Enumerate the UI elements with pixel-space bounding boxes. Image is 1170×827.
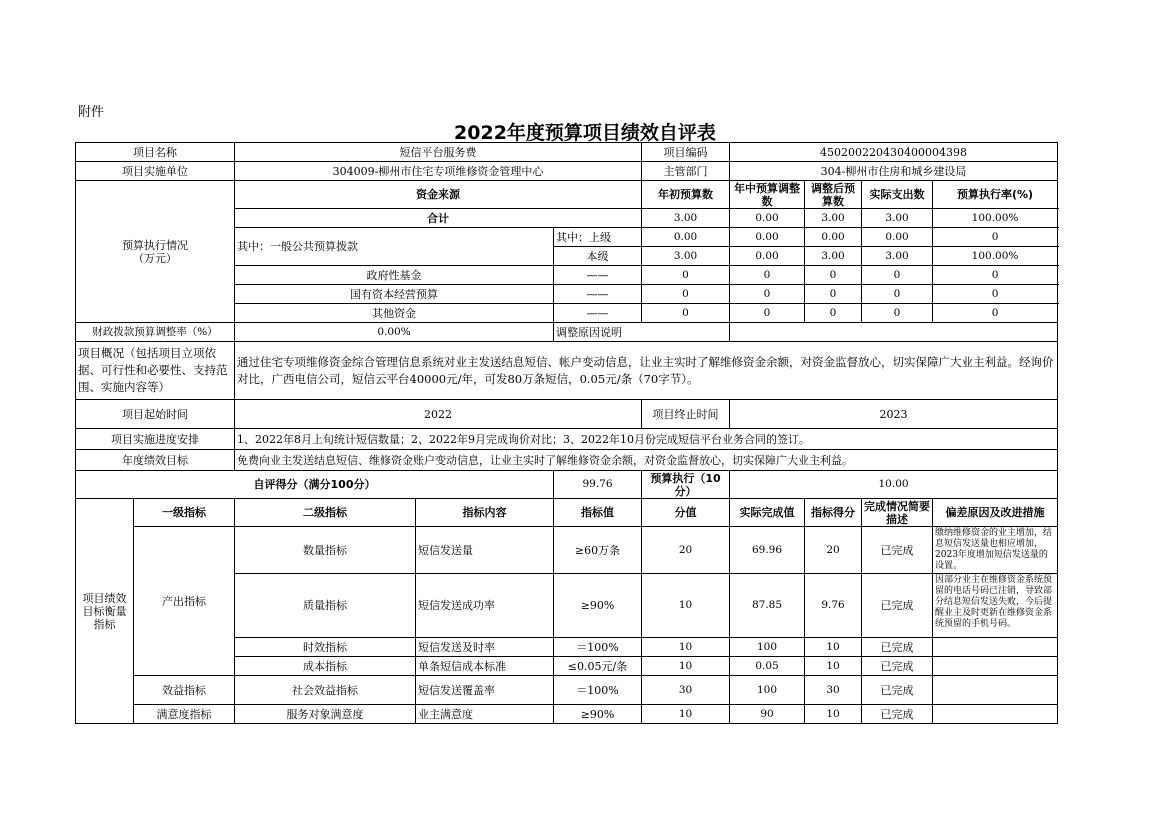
header-source: 资金来源: [235, 181, 642, 209]
weight-cell: 10: [642, 705, 730, 724]
target-cell: ≤0.05元/条: [554, 657, 642, 676]
content-cell: 短信发送量: [416, 527, 554, 574]
table-row: [76, 676, 1058, 705]
actual-cell: 100: [730, 676, 805, 705]
fund-sub: ——: [554, 266, 642, 285]
fund-actual: 0: [862, 266, 933, 285]
target-cell: ≥90%: [554, 574, 642, 638]
header-weight: 分值: [642, 499, 730, 527]
score-cell: 20: [805, 527, 862, 574]
header-reason: 偏差原因及改进措施: [933, 499, 1058, 527]
content-cell: 短信发送及时率: [416, 638, 554, 657]
header-desc: 完成情况简要描述: [862, 499, 933, 527]
fund-label: 政府性基金: [235, 266, 554, 285]
local-adjusted: 3.00: [805, 247, 862, 266]
target-cell: ＝100%: [554, 638, 642, 657]
goal-label: 年度绩效目标: [76, 450, 235, 471]
weight-cell: 20: [642, 527, 730, 574]
score-cell: 9.76: [805, 574, 862, 638]
level2-cell: 社会效益指标: [235, 676, 416, 705]
project-name: 短信平台服务费: [235, 143, 642, 162]
adjust-value: 0.00%: [235, 323, 554, 342]
content-cell: 单条短信成本标准: [416, 657, 554, 676]
table-row: [76, 527, 1058, 574]
actual-cell: 69.96: [730, 527, 805, 574]
reason-cell: [933, 705, 1058, 724]
state-capital-initial: 0: [642, 285, 730, 304]
header-level1: 一级指标: [134, 499, 235, 527]
header-level2: 二级指标: [235, 499, 416, 527]
fund-rate: 0: [933, 266, 1058, 285]
desc-cell: 已完成: [862, 527, 933, 574]
score-cell: 10: [805, 638, 862, 657]
overview-row: [76, 342, 1058, 400]
actual-cell: 0.05: [730, 657, 805, 676]
content-cell: 短信发送覆盖率: [416, 676, 554, 705]
header-score: 指标得分: [805, 499, 862, 527]
content-cell: 短信发送成功率: [416, 574, 554, 638]
other-funds-sub: ——: [554, 304, 642, 323]
page-title: 2022年度预算项目绩效自评表: [454, 122, 716, 144]
performance-table: [75, 142, 1058, 724]
total-adjusted: 3.00: [805, 209, 862, 228]
state-capital-sub: ——: [554, 285, 642, 304]
actual-cell: 100: [730, 638, 805, 657]
actual-cell: 90: [730, 705, 805, 724]
header-rate: 预算执行率(%): [933, 181, 1058, 209]
reason-label: 调整原因说明: [554, 323, 730, 342]
other-funds-label: 其他资金: [235, 304, 554, 323]
overview-text: 通过住宅专项维修资金综合管理信息系统对业主发送结息短信、帐户变动信息，让业主实时了解维修资金余额，对资金监督放心，切实保障广大业主利益。经询价对比，广西电信公司，短信云平台40000元/年，可发80万条短信，0.05元/条（70字节）。: [235, 342, 1058, 400]
adjust-row: [76, 323, 1058, 342]
budget-header-row: [76, 181, 1058, 209]
start-value: 2022: [235, 400, 642, 429]
state-capital-label: 国有资本经营预算: [235, 285, 554, 304]
score-value: 99.76: [554, 471, 642, 499]
state-capital-rate: 0: [933, 285, 1058, 304]
goal-text: 免费向业主发送结息短信、维修资金账户变动信息，让业主实时了解维修资金余额，对资金监督放心，切实保障广大业主利益。: [235, 450, 1058, 471]
content-cell: 业主满意度: [416, 705, 554, 724]
target-cell: ≥60万条: [554, 527, 642, 574]
weight-cell: 30: [642, 676, 730, 705]
benefit-indicator-label: 效益指标: [134, 676, 235, 705]
project-code: 450200220430400004398: [730, 143, 1058, 162]
level2-cell: 质量指标: [235, 574, 416, 638]
total-initial: 3.00: [642, 209, 730, 228]
budget-section-label: 预算执行情况 （万元）: [76, 181, 235, 323]
table-row: [76, 705, 1058, 724]
local-label: 本级: [554, 247, 642, 266]
header-adjusted: 调整后预算数: [805, 181, 862, 209]
desc-cell: 已完成: [862, 705, 933, 724]
weight-cell: 10: [642, 574, 730, 638]
header-actual-value: 实际完成值: [730, 499, 805, 527]
overview-label: 项目概况（包括项目立项依据、可行性和必要性、支持范围、实施内容等）: [76, 342, 235, 400]
supervising-dept: 304-柳州市住房和城乡建设局: [730, 162, 1058, 181]
total-rate: 100.00%: [933, 209, 1058, 228]
state-capital-mid: 0: [730, 285, 805, 304]
satisfaction-indicator-label: 满意度指标: [134, 705, 235, 724]
reason-cell: [933, 638, 1058, 657]
level2-cell: 成本指标: [235, 657, 416, 676]
upper-actual: 0.00: [862, 228, 933, 247]
upper-label: 其中：上级: [554, 228, 642, 247]
dept-label: 主管部门: [642, 162, 730, 181]
adjust-label: 财政拨款预算调整率（%）: [76, 323, 235, 342]
target-cell: ＝100%: [554, 676, 642, 705]
total-actual: 3.00: [862, 209, 933, 228]
upper-rate: 0: [933, 228, 1058, 247]
weight-cell: 10: [642, 638, 730, 657]
score-cell: 10: [805, 705, 862, 724]
upper-adjusted: 0.00: [805, 228, 862, 247]
level2-cell: 服务对象满意度: [235, 705, 416, 724]
other-funds-mid: 0: [730, 304, 805, 323]
desc-cell: 已完成: [862, 657, 933, 676]
score-label: 自评得分（满分100分）: [76, 471, 554, 499]
local-actual: 3.00: [862, 247, 933, 266]
reason-cell: 因部分业主在维修资金系统预留的电话号码已注销，导致部分结息短信发送失败，今后提醒业主及时更新在维修资金系统预留的手机号码。: [933, 574, 1058, 638]
other-funds-rate: 0: [933, 304, 1058, 323]
desc-cell: 已完成: [862, 676, 933, 705]
actual-cell: 87.85: [730, 574, 805, 638]
header-content: 指标内容: [416, 499, 554, 527]
other-funds-adjusted: 0: [805, 304, 862, 323]
total-mid: 0.00: [730, 209, 805, 228]
target-cell: ≥90%: [554, 705, 642, 724]
goal-row: [76, 450, 1058, 471]
general-budget-label: 其中：一般公共预算拨款: [235, 228, 554, 266]
desc-cell: 已完成: [862, 638, 933, 657]
info-row-name: [76, 143, 1058, 162]
fund-mid: 0: [730, 266, 805, 285]
progress-text: 1、2022年8月上旬统计短信数量；2、2022年9月完成询价对比；3、2022年10月份完成短信平台业务合同的签订。: [235, 429, 1058, 450]
fund-adjusted: 0: [805, 266, 862, 285]
score-cell: 10: [805, 657, 862, 676]
attachment-label: 附件: [78, 105, 105, 120]
reason-cell: [933, 657, 1058, 676]
name-label: 项目名称: [76, 143, 235, 162]
progress-row: [76, 429, 1058, 450]
total-label: 合计: [235, 209, 642, 228]
score-cell: 30: [805, 676, 862, 705]
exec-value: 10.00: [730, 471, 1058, 499]
level2-cell: 时效指标: [235, 638, 416, 657]
state-capital-actual: 0: [862, 285, 933, 304]
reason-value: [730, 323, 1058, 342]
weight-cell: 10: [642, 657, 730, 676]
exec-label: 预算执行（10分）: [642, 471, 730, 499]
period-row: [76, 400, 1058, 429]
fund-initial: 0: [642, 266, 730, 285]
local-rate: 100.00%: [933, 247, 1058, 266]
state-capital-adjusted: 0: [805, 285, 862, 304]
local-mid: 0.00: [730, 247, 805, 266]
indicator-header-row: [76, 499, 1058, 527]
implementing-unit: 304009-柳州市住宅专项维修资金管理中心: [235, 162, 642, 181]
reason-cell: 缴纳维修资金的业主增加，结息短信发送量也相应增加，2023年度增加短信发送量的设置。: [933, 527, 1058, 574]
info-row-unit: [76, 162, 1058, 181]
other-funds-actual: 0: [862, 304, 933, 323]
code-label: 项目编码: [642, 143, 730, 162]
reason-cell: [933, 676, 1058, 705]
score-row: [76, 471, 1058, 499]
progress-label: 项目实施进度安排: [76, 429, 235, 450]
output-indicator-label: 产出指标: [134, 527, 235, 676]
other-funds-initial: 0: [642, 304, 730, 323]
end-value: 2023: [730, 400, 1058, 429]
end-label: 项目终止时间: [642, 400, 730, 429]
header-mid: 年中预算调整数: [730, 181, 805, 209]
upper-mid: 0.00: [730, 228, 805, 247]
header-target: 指标值: [554, 499, 642, 527]
header-initial: 年初预算数: [642, 181, 730, 209]
indicator-section-label: 项目绩效目标衡量指标: [76, 499, 134, 724]
unit-label: 项目实施单位: [76, 162, 235, 181]
upper-initial: 0.00: [642, 228, 730, 247]
local-initial: 3.00: [642, 247, 730, 266]
start-label: 项目起始时间: [76, 400, 235, 429]
level2-cell: 数量指标: [235, 527, 416, 574]
desc-cell: 已完成: [862, 574, 933, 638]
header-actual: 实际支出数: [862, 181, 933, 209]
